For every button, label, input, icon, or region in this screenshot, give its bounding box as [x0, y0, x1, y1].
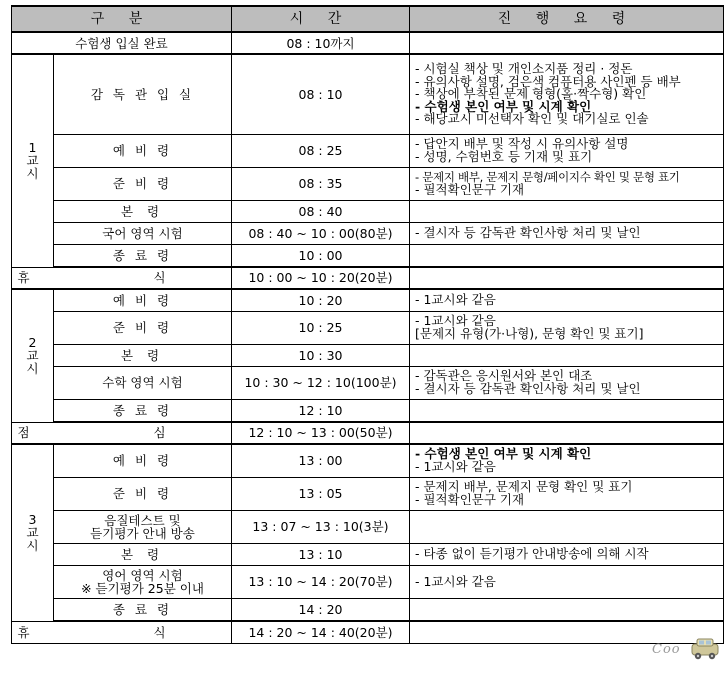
- p2-main-label: 본 령: [54, 344, 232, 366]
- p3-exam-time: 13 : 10 ~ 14 : 20(70분): [232, 565, 410, 598]
- p2-prelim-time: 10 : 20: [232, 289, 410, 311]
- p1-supervisor-notes: - 시험실 책상 및 개인소지품 정리 · 정돈 - 유의사항 설명, 검은색 컴퓨터용 사인펜 등 배부 - 책상에 부착된 문제 형형(홀·짝수형) 확인 - 수험생 본인 여부 및 시계 확인 - 해당교시 미선택자 확인 및 대기실로 인솔: [410, 54, 724, 134]
- enter-label: 수험생 입실 완료: [12, 32, 232, 54]
- enter-notes: [410, 32, 724, 54]
- p3-listen-time: 13 : 07 ~ 13 : 10(3분): [232, 510, 410, 543]
- p1-prep-time: 08 : 35: [232, 167, 410, 200]
- p1-end-label: 종 료 령: [54, 244, 232, 266]
- p1-prelim-label: 예 비 령: [54, 134, 232, 167]
- table-row: [12, 200, 724, 222]
- break1-label: 휴 식: [12, 267, 232, 289]
- p1-prep-notes: - 문제지 배부, 문제지 문형/페이지수 확인 및 문형 표기 - 필적확인문구 기재: [410, 167, 724, 200]
- p3-main-time: 13 : 10: [232, 543, 410, 565]
- p1-prelim-notes: - 답안지 배부 및 작성 시 유의사항 설명 - 성명, 수험번호 등 기재 및 표기: [410, 134, 724, 167]
- p2-prep-notes: - 1교시와 같음 [문제지 유형(가·나형), 문형 확인 및 표기]: [410, 311, 724, 344]
- p2-end-notes: [410, 399, 724, 421]
- p2-prep-time: 10 : 25: [232, 311, 410, 344]
- table-row: [12, 444, 724, 477]
- p3-main-label: 본 령: [54, 543, 232, 565]
- header-procedure: 진 행 요 령: [410, 6, 724, 32]
- exam-schedule-table: [11, 5, 724, 644]
- p1-supervisor-label: 감 독 관 입 실: [54, 54, 232, 134]
- p3-prelim-label: 예 비 령: [54, 444, 232, 477]
- lunch-label: 점 심: [12, 422, 232, 444]
- p3-exam-label: 영어 영역 시험 ※ 듣기평가 25분 이내: [54, 565, 232, 598]
- p1-end-notes: [410, 244, 724, 266]
- period-2-label: 2 교 시: [12, 289, 54, 422]
- table-row: [12, 167, 724, 200]
- p2-main-time: 10 : 30: [232, 344, 410, 366]
- table-row: [12, 621, 724, 643]
- p2-end-label: 종 료 령: [54, 399, 232, 421]
- p1-prelim-time: 08 : 25: [232, 134, 410, 167]
- table-row: [12, 543, 724, 565]
- table-row: [12, 366, 724, 399]
- p2-main-notes: [410, 344, 724, 366]
- p3-prep-label: 준 비 령: [54, 477, 232, 510]
- table-row: [12, 598, 724, 620]
- p2-exam-notes: - 감독관은 응시원서와 본인 대조 - 결시자 등 감독관 확인사항 처리 및 날인: [410, 366, 724, 399]
- p2-prelim-label: 예 비 령: [54, 289, 232, 311]
- table-row: [12, 399, 724, 421]
- table-row: [12, 311, 724, 344]
- car-icon: [688, 636, 722, 662]
- table-row: [12, 54, 724, 134]
- p3-prep-time: 13 : 05: [232, 477, 410, 510]
- period-3-label: 3 교 시: [12, 444, 54, 621]
- p2-exam-time: 10 : 30 ~ 12 : 10(100분): [232, 366, 410, 399]
- p1-main-time: 08 : 40: [232, 200, 410, 222]
- p3-end-time: 14 : 20: [232, 598, 410, 620]
- p2-prep-label: 준 비 령: [54, 311, 232, 344]
- table-row: [12, 565, 724, 598]
- p1-prep-label: 준 비 령: [54, 167, 232, 200]
- p3-main-notes: - 타종 없이 듣기평가 안내방송에 의해 시작: [410, 543, 724, 565]
- break2-label: 휴 식: [12, 621, 232, 643]
- watermark: [652, 634, 722, 664]
- p3-end-label: 종 료 령: [54, 598, 232, 620]
- p1-end-time: 10 : 00: [232, 244, 410, 266]
- table-row: [12, 289, 724, 311]
- p1-exam-notes: - 결시자 등 감독관 확인사항 처리 및 날인: [410, 222, 724, 244]
- table-row: [12, 267, 724, 289]
- p3-listen-label: 음질테스트 및 듣기평가 안내 방송: [54, 510, 232, 543]
- p2-prelim-notes: - 1교시와 같음: [410, 289, 724, 311]
- break1-notes: [410, 267, 724, 289]
- table-row: [12, 222, 724, 244]
- header-category: 구 분: [12, 6, 232, 32]
- break1-time: 10 : 00 ~ 10 : 20(20분): [232, 267, 410, 289]
- watermark-text: Coo: [652, 642, 681, 657]
- p3-listen-notes: [410, 510, 724, 543]
- p3-end-notes: [410, 598, 724, 620]
- lunch-notes: [410, 422, 724, 444]
- p1-exam-label: 국어 영역 시험: [54, 222, 232, 244]
- p3-prep-notes: - 문제지 배부, 문제지 문형 확인 및 표기 - 필적확인문구 기재: [410, 477, 724, 510]
- p3-exam-notes: - 1교시와 같음: [410, 565, 724, 598]
- enter-time: 08 : 10까지: [232, 32, 410, 54]
- p1-main-notes: [410, 200, 724, 222]
- break2-time: 14 : 20 ~ 14 : 40(20분): [232, 621, 410, 643]
- p1-exam-time: 08 : 40 ~ 10 : 00(80분): [232, 222, 410, 244]
- table-row: [12, 422, 724, 444]
- p3-prelim-time: 13 : 00: [232, 444, 410, 477]
- period-1-label: 1 교 시: [12, 54, 54, 267]
- table-row: [12, 244, 724, 266]
- p3-prelim-notes: - 수험생 본인 여부 및 시계 확인 - 1교시와 같음: [410, 444, 724, 477]
- header-time: 시 간: [232, 6, 410, 32]
- p1-supervisor-time: 08 : 10: [232, 54, 410, 134]
- p2-end-time: 12 : 10: [232, 399, 410, 421]
- p2-exam-label: 수학 영역 시험: [54, 366, 232, 399]
- table-row: [12, 477, 724, 510]
- table-row: [12, 344, 724, 366]
- p1-main-label: 본 령: [54, 200, 232, 222]
- table-row: [12, 134, 724, 167]
- lunch-time: 12 : 10 ~ 13 : 00(50분): [232, 422, 410, 444]
- table-row: [12, 510, 724, 543]
